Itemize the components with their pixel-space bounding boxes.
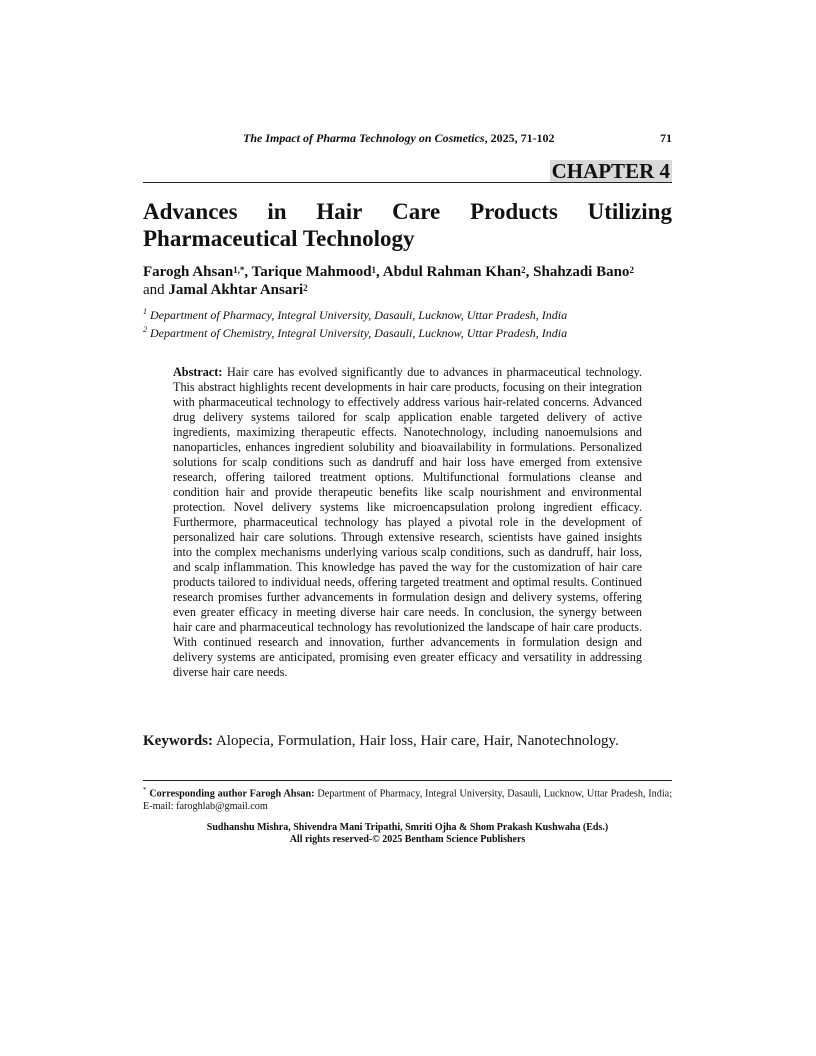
- title-word: Care: [392, 199, 441, 224]
- author-affil-mark: 2: [303, 283, 308, 293]
- affiliation-2: [143, 323, 672, 340]
- author-and: and: [143, 282, 169, 298]
- author-affil-mark: 1,*: [233, 265, 245, 275]
- author-separator: ,: [244, 264, 252, 280]
- title-word: Hair: [316, 199, 363, 224]
- affiliation-text: Department of Chemistry, Integral University, Dasauli, Lucknow, Uttar Pradesh, India: [150, 326, 568, 340]
- copyright-line: All rights reserved-© 2025 Bentham Science Publishers: [289, 834, 526, 845]
- page-number: 71: [660, 131, 672, 145]
- author-affil-mark: 2: [629, 265, 634, 275]
- affiliation-mark: 2: [143, 325, 147, 334]
- chapter-title-line-2: Pharmaceutical Technology: [143, 226, 415, 251]
- title-word: in: [267, 199, 287, 224]
- chapter-label: CHAPTER 4: [551, 159, 670, 183]
- chapter-title-line-1: [143, 198, 672, 225]
- affiliation-1: [143, 305, 672, 322]
- journal-citation: [243, 131, 555, 146]
- footnote-mark: *: [143, 786, 147, 794]
- author-name: Abdul Rahman Khan: [382, 264, 522, 280]
- author-list: [143, 263, 672, 299]
- keywords-label: Keywords:: [143, 733, 213, 749]
- editors-credit: [143, 822, 672, 846]
- title-word: Utilizing: [587, 199, 672, 224]
- footnote-label: Corresponding author Farogh Ahsan:: [149, 788, 315, 800]
- author-separator: ,: [525, 264, 534, 280]
- title-word: Advances: [143, 199, 238, 224]
- abstract-text: Hair care has evolved significantly due to advances in pharmaceutical technology. This abstract highlights recent developments in hair care products, focusing on their integration with pharmaceutical technology to effectively address various hair-related concerns. Advanced drug delivery systems tailored for scalp application enable targeted delivery of active ingredients, maximizing therapeutic effects. Nanotechnology, including nanoemulsions and nanoparticles, enhances ingredient solubility and bioavailability in formulations. Personalized solutions for scalp conditions such as dandruff and hair loss have emerged from extensive research, offering tailored treatment options. Multifunctional formulations cleanse and condition hair and provide therapeutic benefits like scalp nourishment and environmental protection. Novel delivery systems like microencapsulation prolong ingredient efficacy. Furthermore, pharmaceutical technology has played a pivotal role in the development of personalized hair care solutions. Through extensive research, scientists have gained insights into the complex mechanisms underlying various scalp conditions, such as dandruff, hair loss, and scalp inflammation. This knowledge has paved the way for the customization of hair care products tailored to individual needs, offering targeted treatment and optimal results. Continued research promises further advancements in formulation design and delivery systems, offering even greater efficacy in meeting diverse hair care needs. In conclusion, the synergy between hair care and pharmaceutical technology has revolutionized the landscape of hair care products. With continued research and innovation, further advancements in formulation design and delivery systems are anticipated, promising even greater efficacy and versatility in addressing diverse hair care needs.: [173, 365, 642, 679]
- affiliation-mark: 1: [143, 307, 147, 316]
- abstract: [173, 365, 642, 680]
- title-word: Products: [470, 199, 558, 224]
- author-name: Tarique Mahmood: [251, 264, 372, 280]
- corresponding-author-footnote: [143, 784, 672, 813]
- author-affil-mark: 1: [371, 265, 377, 275]
- footnote-divider: [143, 780, 672, 781]
- author-row-2: [143, 281, 672, 299]
- affiliation-text: Department of Pharmacy, Integral University, Dasauli, Lucknow, Uttar Pradesh, India: [150, 308, 568, 322]
- chapter-title: [143, 198, 672, 252]
- keywords-text: Alopecia, Formulation, Hair loss, Hair care, Hair, Nanotechnology.: [215, 733, 619, 749]
- author-affil-mark: 2: [521, 265, 526, 275]
- chapter-divider: [143, 182, 672, 183]
- author-row-1: [143, 263, 672, 281]
- author-name: Shahzadi Bano: [533, 264, 630, 280]
- journal-year-pages: , 2025, 71-102: [484, 131, 555, 145]
- author-separator: ,: [376, 264, 383, 280]
- editors-names: Sudhanshu Mishra, Shivendra Mani Tripathi, Smriti Ojha & Shom Prakash Kushwaha (Eds.): [206, 822, 609, 833]
- keywords: [143, 732, 672, 750]
- journal-title: The Impact of Pharma Technology on Cosmetics: [243, 131, 485, 145]
- author-name: Jamal Akhtar Ansari: [168, 282, 304, 298]
- footnote-text: Department of Pharmacy, Integral University, Dasauli, Lucknow, Uttar Pradesh, India; E-mail: faroghlab@gmail.com: [143, 788, 673, 812]
- abstract-label: Abstract:: [173, 365, 223, 379]
- author-name: Farogh Ahsan: [143, 264, 234, 280]
